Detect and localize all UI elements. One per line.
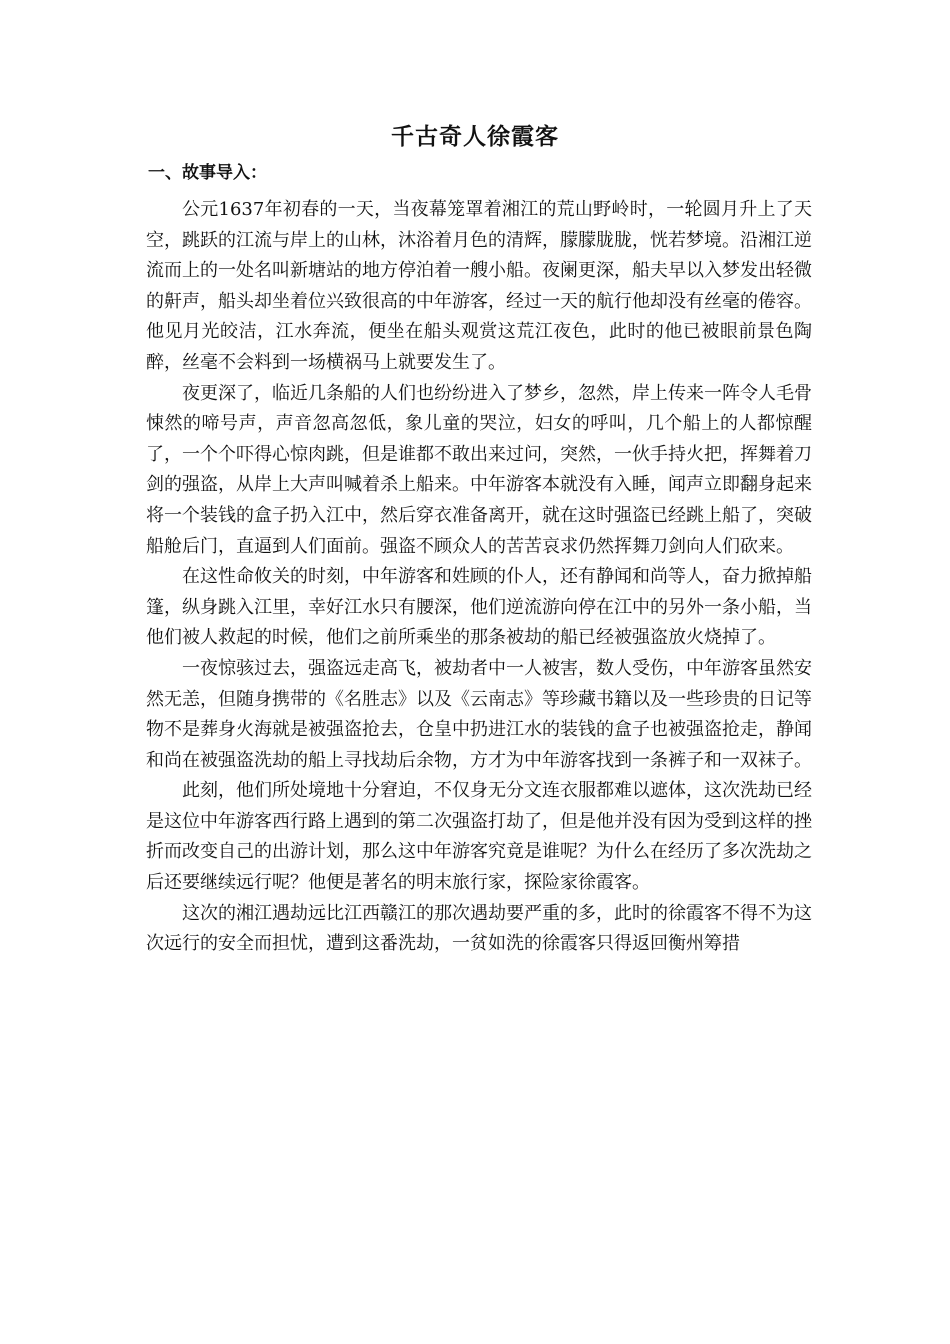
document-title: 千古奇人徐霞客 — [391, 124, 559, 150]
paragraph-1: 公元1637年初春的一天，当夜幕笼罩着湘江的荒山野岭时，一轮圆月升上了天空，跳跃的江流与岸上的山林，沐浴着月色的清辉，朦朦胧胧，恍若梦境。沿湘江逆流而上的一处名叫新塘站的地方停泊着一艘小船。夜阑更深，船夫早以入梦发出轻微的鼾声，船头却坐着位兴致很高的中年游客，经过一天的航行他却没有丝毫的倦容。他见月光皎洁，江水奔流，便坐在船头观赏这荒江夜色，此时的他已被眼前景色陶醉，丝毫不会料到一场横祸马上就要发生了。 — [146, 199, 812, 373]
paragraph-4: 一夜惊骇过去，强盗远走高飞，被劫者中一人被害，数人受伤，中年游客虽然安然无恙，但随身携带的《名胜志》以及《云南志》等珍藏书籍以及一些珍贵的日记等物不是葬身火海就是被强盗抢去，仓皇中扔进江水的装钱的盒子也被强盗抢走，静闻和尚在被强盗洗劫的船上寻找劫后余物，方才为中年游客找到一条裤子和一双袜子。 — [146, 657, 812, 771]
paragraph-3: 在这性命攸关的时刻，中年游客和姓顾的仆人，还有静闻和尚等人，奋力掀掉船篷，纵身跳入江里，幸好江水只有腰深，他们逆流游向停在江中的另外一条小船，当他们被人救起的时候，他们之前所乘坐的那条被劫的船已经被强盗放火烧掉了。 — [146, 566, 812, 649]
paragraph-6: 这次的湘江遇劫远比江西赣江的那次遇劫要严重的多，此时的徐霞客不得不为这次远行的安全而担忧，遭到这番洗劫，一贫如洗的徐霞客只得返回衡州筹措 — [146, 902, 812, 955]
section-heading: 一、故事导入： — [148, 163, 267, 183]
body-text — [146, 195, 812, 960]
paragraph-5: 此刻，他们所处境地十分窘迫，不仅身无分文连衣服都难以遮体，这次洗劫已经是这位中年游客西行路上遇到的第二次强盗打劫了，但是他并没有因为受到这样的挫折而改变自己的出游计划，那么这中年游客究竟是谁呢？为什么在经历了多次洗劫之后还要继续远行呢？他便是著名的明末旅行家，探险家徐霞客。 — [146, 780, 812, 894]
paragraph-2: 夜更深了，临近几条船的人们也纷纷进入了梦乡，忽然，岸上传来一阵令人毛骨悚然的啼号声，声音忽高忽低，象儿童的哭泣，妇女的呼叫，几个船上的人都惊醒了，一个个吓得心惊肉跳，但是谁都不敢出来过问，突然，一伙手持火把，挥舞着刀剑的强盗，从岸上大声叫喊着杀上船来。中年游客本就没有入睡，闻声立即翻身起来将一个装钱的盒子扔入江中，然后穿衣准备离开，就在这时强盗已经跳上船了，突破船舱后门，直逼到人们面前。强盗不顾众人的苦苦哀求仍然挥舞刀剑向人们砍来。 — [146, 382, 812, 557]
